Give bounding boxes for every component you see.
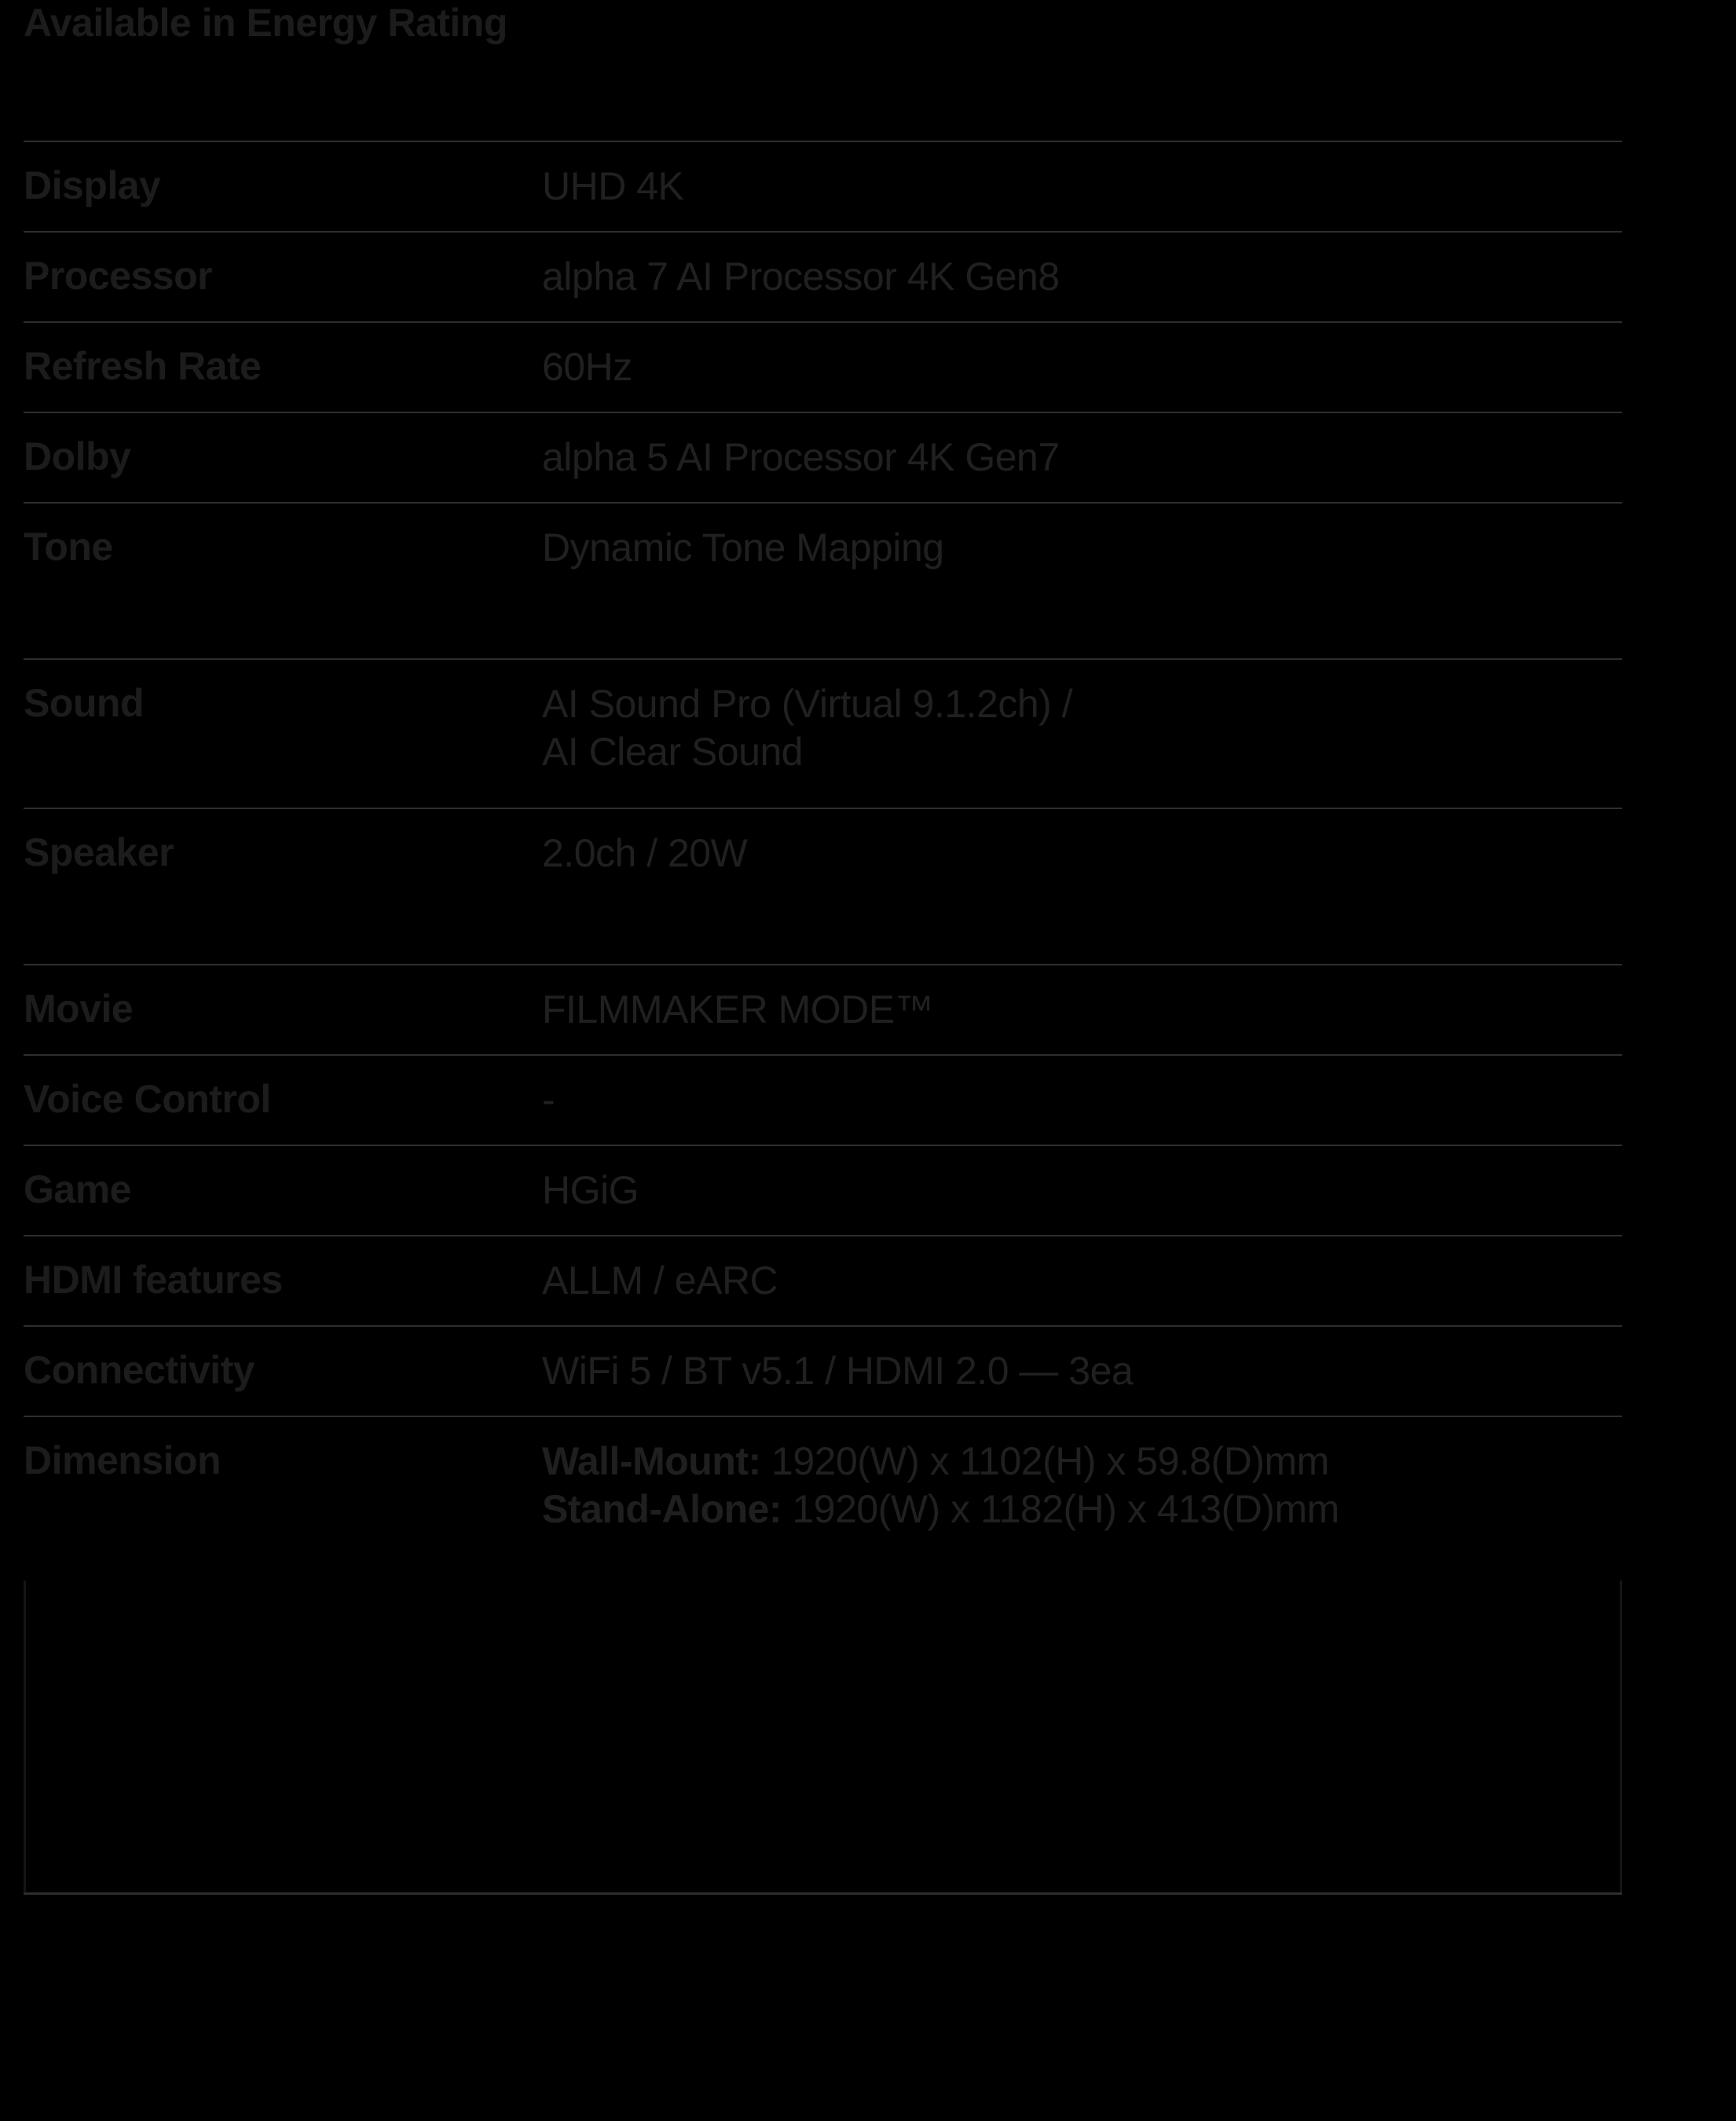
spec-value-dimension <box>542 1417 1622 1581</box>
spec-label-movie: Movie <box>24 987 134 1031</box>
spec-value-sound <box>542 660 1622 808</box>
dimension-stand-alone-label: Stand-Alone: <box>542 1487 782 1531</box>
table-row <box>24 504 1622 660</box>
spec-value-processor: alpha 7 AI Processor 4K Gen8 <box>542 255 1060 299</box>
table-row <box>24 323 1622 413</box>
dimension-stand-alone-value: 1920(W) x 1182(H) x 413(D)mm <box>782 1487 1339 1531</box>
spec-value-connectivity: WiFi 5 / BT v5.1 / HDMI 2.0 — 3ea <box>542 1349 1134 1393</box>
table-row <box>24 413 1622 504</box>
spec-value-movie: FILMMAKER MODE™ <box>542 987 934 1031</box>
table-row <box>24 660 1622 809</box>
spec-value-tone: Dynamic Tone Mapping <box>542 526 944 570</box>
table-row <box>24 1417 1622 1581</box>
table-bottom-rule <box>24 1892 1622 1895</box>
table-row <box>24 809 1622 965</box>
spec-label-available-in-energy-rating <box>24 0 542 141</box>
table-row <box>24 1146 1622 1236</box>
spec-label-connectivity: Connectivity <box>24 1348 255 1392</box>
spec-label-refresh-rate: Refresh Rate <box>24 344 262 388</box>
spec-label-game: Game <box>24 1167 131 1211</box>
table-row <box>24 1236 1622 1327</box>
spec-value-available-in-energy-rating <box>542 0 1622 41</box>
table-row <box>24 1327 1622 1417</box>
spec-label-sound: Sound <box>24 681 145 725</box>
spec-label-line-1: Available in <box>24 1 236 45</box>
spec-value-display: UHD 4K <box>542 164 684 208</box>
spec-label-tone: Tone <box>24 525 113 569</box>
spec-value-speaker: 2.0ch / 20W <box>542 831 748 875</box>
spec-value-refresh-rate: 60Hz <box>542 345 632 389</box>
table-row <box>24 233 1622 323</box>
specification-table <box>24 0 1622 1581</box>
spec-label-display: Display <box>24 163 161 207</box>
spec-value-line-1 <box>542 1438 1606 1485</box>
spec-label-processor: Processor <box>24 254 213 298</box>
spec-value-dolby: alpha 5 AI Processor 4K Gen7 <box>542 435 1060 479</box>
spec-value-line-1: AI Sound Pro (Virtual 9.1.2ch) / <box>542 682 1073 726</box>
spec-label-speaker: Speaker <box>24 830 174 874</box>
spec-label-hdmi-features: HDMI features <box>24 1258 283 1302</box>
table-row <box>24 1056 1622 1146</box>
spec-value-game: HGiG <box>542 1168 639 1212</box>
table-row <box>24 142 1622 233</box>
spec-value-hdmi-features: ALLM / eARC <box>542 1258 778 1302</box>
spec-value-line-2: AI Clear Sound <box>542 730 804 774</box>
table-row <box>24 0 1622 142</box>
spec-value-voice-control: - <box>542 1078 555 1122</box>
table-row <box>24 965 1622 1056</box>
spec-label-line-2: Energy Rating <box>246 1 507 45</box>
spec-label-voice-control: Voice Control <box>24 1077 271 1121</box>
spec-label-dolby: Dolby <box>24 434 131 478</box>
spec-label-dimension: Dimension <box>24 1438 222 1482</box>
dimension-wall-mount-label: Wall-Mount: <box>542 1439 761 1483</box>
dimension-wall-mount-value: 1920(W) x 1102(H) x 59.8(D)mm <box>760 1439 1329 1483</box>
spec-value-line-2 <box>542 1485 1606 1533</box>
